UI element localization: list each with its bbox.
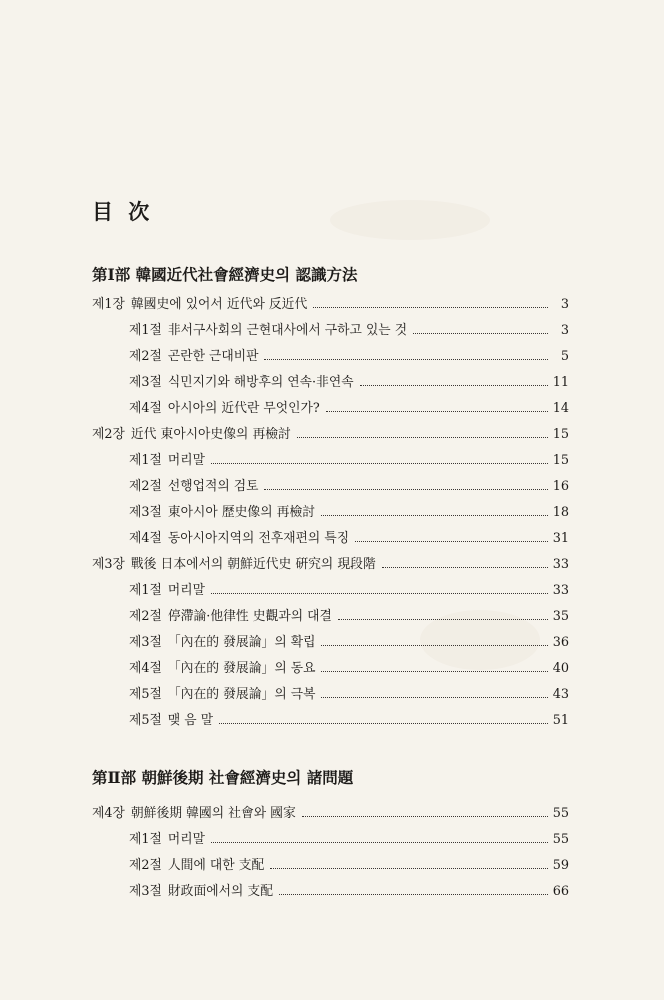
entry-number: 제2절 — [129, 609, 162, 624]
entry-title: 동아시아지역의 전후재편의 특징 — [167, 531, 350, 546]
dot-leader — [326, 410, 548, 412]
toc-entry-line — [92, 552, 569, 578]
entry-number: 제5절 — [129, 687, 162, 702]
entry-title: 非서구사회의 근현대사에서 구하고 있는 것 — [167, 323, 408, 338]
page-number: 51 — [552, 713, 569, 728]
toc-chapter-entry — [92, 292, 569, 318]
toc-entry-line — [92, 292, 569, 318]
toc-chapter-entry — [92, 801, 569, 827]
toc-entry-line — [129, 474, 569, 500]
entry-title: 식민지기와 해방후의 연속·非연속 — [167, 375, 354, 390]
toc-entry-line — [129, 630, 569, 656]
page-number: 43 — [552, 687, 569, 702]
entry-title: 곤란한 근대비판 — [167, 349, 259, 364]
page-number: 66 — [552, 884, 569, 899]
toc-entry-line — [129, 708, 569, 734]
toc-section-entry — [92, 630, 569, 656]
toc-entry-line — [129, 448, 569, 474]
entry-number: 제3절 — [129, 884, 162, 899]
entry-number: 제3절 — [129, 505, 162, 520]
entry-number: 제3장 — [92, 557, 125, 572]
toc-list-part-2 — [92, 801, 569, 905]
page-number: 55 — [552, 806, 569, 821]
toc-section-entry — [92, 526, 569, 552]
entry-title: 東아시아 歷史像의 再檢討 — [167, 505, 316, 520]
toc-section-entry — [92, 827, 569, 853]
dot-leader — [270, 867, 547, 869]
entry-number: 제4절 — [129, 531, 162, 546]
entry-title: 머리말 — [167, 832, 205, 847]
toc-section-entry — [92, 656, 569, 682]
dot-leader — [264, 358, 548, 360]
dot-leader — [279, 893, 548, 895]
entry-title: 「內在的 發展論」의 극복 — [167, 687, 316, 702]
toc-entry-line — [129, 344, 569, 370]
toc-entry-line — [129, 853, 569, 879]
dot-leader — [355, 540, 548, 542]
toc-entry-line — [129, 578, 569, 604]
entry-title: 선행업적의 검토 — [167, 479, 259, 494]
toc-section-entry — [92, 578, 569, 604]
page-number: 31 — [552, 531, 569, 546]
paper-stain — [330, 200, 490, 240]
toc-section-entry — [92, 474, 569, 500]
dot-leader — [219, 722, 548, 724]
toc-entry-line — [129, 682, 569, 708]
dot-leader — [211, 841, 548, 843]
toc-section-entry — [92, 318, 569, 344]
page-number: 55 — [552, 832, 569, 847]
dot-leader — [413, 332, 548, 334]
entry-title: 停滯論·他律性 史觀과의 대결 — [167, 609, 332, 624]
page-number: 35 — [552, 609, 569, 624]
entry-number: 제1절 — [129, 453, 162, 468]
dot-leader — [264, 488, 547, 490]
page-number: 15 — [552, 453, 569, 468]
toc-section-entry — [92, 682, 569, 708]
toc-section-entry — [92, 448, 569, 474]
entry-title: 「內在的 發展論」의 확립 — [167, 635, 316, 650]
toc-chapter-entry — [92, 552, 569, 578]
entry-number: 제1절 — [129, 583, 162, 598]
entry-title: 朝鮮後期 韓國의 社會와 國家 — [130, 806, 296, 821]
entry-number: 제4절 — [129, 401, 162, 416]
page-number: 3 — [560, 297, 569, 312]
toc-section-entry — [92, 604, 569, 630]
entry-title: 韓國史에 있어서 近代와 反近代 — [130, 297, 308, 312]
entry-number: 제1절 — [129, 832, 162, 847]
page-number: 14 — [552, 401, 569, 416]
dot-leader — [338, 618, 548, 620]
entry-title: 財政面에서의 支配 — [167, 884, 274, 899]
toc-chapter-entry — [92, 422, 569, 448]
entry-number: 제2절 — [129, 479, 162, 494]
toc-entry-line — [129, 500, 569, 526]
toc-list-part-1 — [92, 292, 569, 734]
entry-number: 제3절 — [129, 375, 162, 390]
toc-entry-line — [129, 526, 569, 552]
page-number: 59 — [552, 858, 569, 873]
entry-number: 제3절 — [129, 635, 162, 650]
part-heading-2: 第Ⅱ部 朝鮮後期 社會經濟史의 諸問題 — [92, 768, 354, 787]
entry-number: 제4장 — [92, 806, 125, 821]
toc-section-entry — [92, 708, 569, 734]
page-number: 33 — [552, 557, 569, 572]
dot-leader — [321, 514, 548, 516]
dot-leader — [321, 644, 547, 646]
toc-entry-line — [129, 370, 569, 396]
dot-leader — [313, 306, 548, 308]
entry-title: 아시아의 近代란 무엇인가? — [167, 401, 320, 416]
page-number: 15 — [552, 427, 569, 442]
toc-entry-line — [129, 396, 569, 422]
entry-number: 제2장 — [92, 427, 125, 442]
toc-section-entry — [92, 344, 569, 370]
toc-entry-line — [129, 879, 569, 905]
entry-title: 머리말 — [167, 583, 205, 598]
entry-title: 맺 음 말 — [167, 713, 214, 728]
dot-leader — [321, 696, 547, 698]
page-number: 3 — [560, 323, 569, 338]
toc-entry-line — [129, 827, 569, 853]
dot-leader — [211, 592, 548, 594]
dot-leader — [360, 384, 548, 386]
dot-leader — [302, 815, 548, 817]
page-number: 33 — [552, 583, 569, 598]
toc-entry-line — [129, 318, 569, 344]
toc-entry-line — [129, 656, 569, 682]
entry-number: 제5절 — [129, 713, 162, 728]
page-number: 11 — [552, 375, 569, 390]
toc-entry-line — [92, 422, 569, 448]
page-number: 40 — [552, 661, 569, 676]
toc-section-entry — [92, 370, 569, 396]
toc-section-entry — [92, 879, 569, 905]
part-heading-1: 第Ⅰ部 韓國近代社會經濟史의 認識方法 — [92, 265, 358, 284]
dot-leader — [297, 436, 548, 438]
entry-title: 戰後 日本에서의 朝鮮近代史 硏究의 現段階 — [130, 557, 376, 572]
toc-section-entry — [92, 853, 569, 879]
page-number: 5 — [560, 349, 569, 364]
dot-leader — [211, 462, 548, 464]
entry-title: 「內在的 發展論」의 동요 — [167, 661, 316, 676]
page-number: 18 — [552, 505, 569, 520]
toc-section-entry — [92, 396, 569, 422]
toc-entry-line — [129, 604, 569, 630]
entry-number: 제1절 — [129, 323, 162, 338]
page-number: 16 — [552, 479, 569, 494]
entry-title: 近代 東아시아史像의 再檢討 — [130, 427, 291, 442]
entry-title: 人間에 대한 支配 — [167, 858, 265, 873]
entry-title: 머리말 — [167, 453, 205, 468]
dot-leader — [321, 670, 547, 672]
page-number: 36 — [552, 635, 569, 650]
page-title: 目 次 — [92, 199, 154, 224]
toc-entry-line — [92, 801, 569, 827]
entry-number: 제1장 — [92, 297, 125, 312]
dot-leader — [382, 566, 548, 568]
entry-number: 제4절 — [129, 661, 162, 676]
entry-number: 제2절 — [129, 858, 162, 873]
toc-section-entry — [92, 500, 569, 526]
entry-number: 제2절 — [129, 349, 162, 364]
